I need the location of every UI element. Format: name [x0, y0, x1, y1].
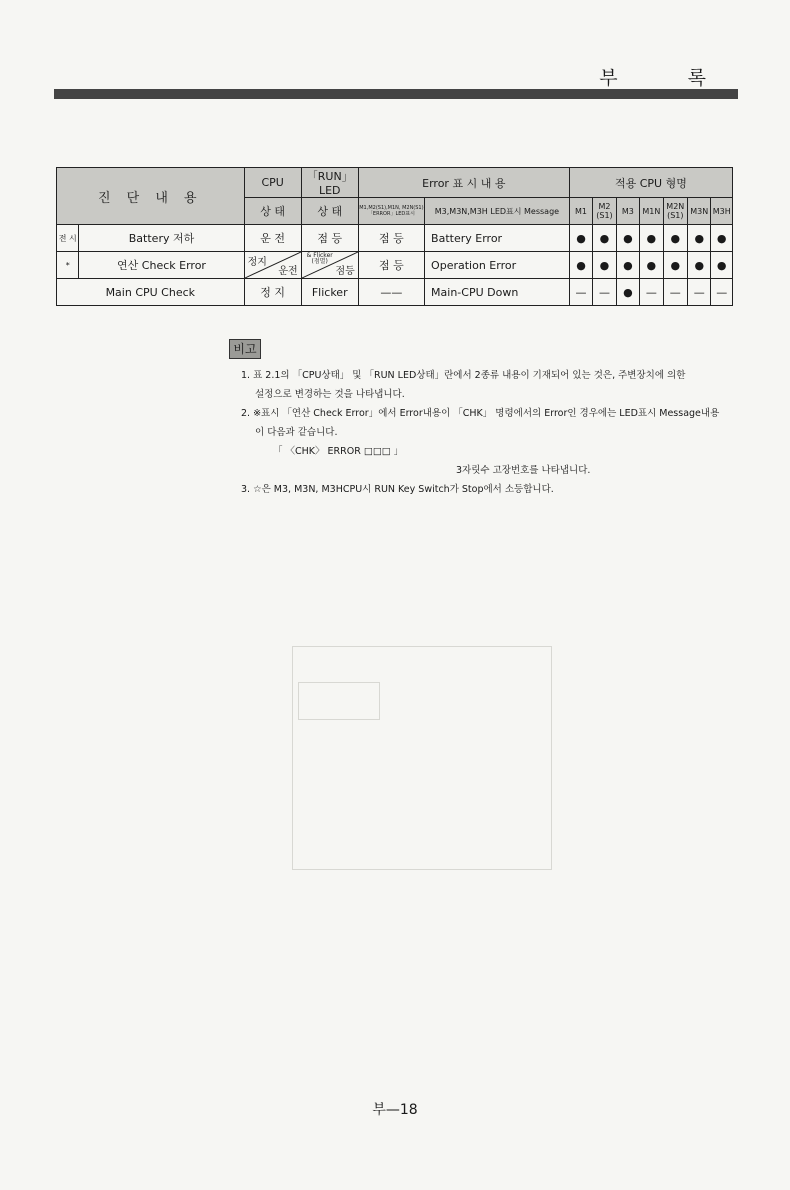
row-model-cell: — — [688, 279, 711, 306]
header-cpu: CPU — [244, 168, 301, 198]
header-run-state: 상 태 — [301, 198, 358, 225]
page-number: 부—18 — [372, 1102, 418, 1118]
row-marker: 전 시 — [57, 225, 79, 252]
note-2: 2. ※표시 「연산 Check Error」에서 Error내용이 「CHK」 명령에서의 Error인 경우에는 LED표시 Message내용 — [241, 408, 720, 419]
row-error-message: Operation Error — [425, 252, 570, 279]
row-error-led: 점 등 — [358, 225, 424, 252]
row-model-cell: ● — [711, 225, 733, 252]
row-cpu-state: 운 전 — [244, 225, 301, 252]
row-model-cell: ● — [640, 252, 663, 279]
header-error-message: M3,M3N,M3H LED표시 Message — [425, 198, 570, 225]
row-run-state: Flicker — [301, 279, 358, 306]
bleed-through-box — [292, 646, 552, 870]
row-diagnosis: Main CPU Check — [57, 279, 245, 306]
note-2-annotation: 3자릿수 고장번호를 나타냅니다. — [456, 465, 591, 476]
row-model-cell: ● — [688, 225, 711, 252]
note-1-cont: 설정으로 변경하는 것을 나타냅니다. — [255, 389, 405, 400]
row-model-cell: ● — [711, 252, 733, 279]
row-model-cell: ● — [616, 225, 639, 252]
model-m1: M1 — [569, 198, 592, 225]
row-model-cell: ● — [569, 225, 592, 252]
row-model-cell: ● — [616, 252, 639, 279]
header-run-led: 「RUN」LED — [301, 168, 358, 198]
model-m3h: M3H — [711, 198, 733, 225]
note-3: 3. ☆은 M3, M3N, M3HCPU시 RUN Key Switch가 Stop에서 소등합니다. — [241, 484, 554, 495]
row-error-led: —— — [358, 279, 424, 306]
header-error: Error 표 시 내 용 — [358, 168, 569, 198]
model-m2s1: M2 (S1) — [593, 198, 616, 225]
row-model-cell: ● — [663, 252, 687, 279]
model-m3n: M3N — [688, 198, 711, 225]
row-model-cell: ● — [663, 225, 687, 252]
note-1: 1. 표 2.1의 「CPU상태」 및 「RUN LED상태」란에서 2종류 내용이 기재되어 있는 것은, 주변장치에 의한 — [241, 370, 686, 381]
remark-label: 비고 — [229, 339, 261, 359]
row-model-cell: — — [569, 279, 592, 306]
run-state-b: 점등 — [335, 266, 355, 277]
row-error-message: Battery Error — [425, 225, 570, 252]
cpu-state-b: 운전 — [278, 266, 298, 277]
row-model-cell: ● — [593, 225, 616, 252]
table-row — [57, 225, 733, 252]
diagnosis-table — [56, 167, 733, 306]
row-model-cell: ● — [616, 279, 639, 306]
header-rule — [54, 89, 738, 99]
row-cpu-state: 정 지 — [244, 279, 301, 306]
row-run-state-split — [301, 252, 358, 279]
row-model-cell: ● — [593, 252, 616, 279]
page-header-title: 부 록 — [599, 67, 738, 89]
row-model-cell: — — [711, 279, 733, 306]
row-error-message: Main-CPU Down — [425, 279, 570, 306]
note-2-chk-format: 「 〈CHK〉 ERROR □□□ 」 — [273, 446, 404, 457]
header-diagnosis: 진 단 내 용 — [57, 168, 245, 225]
run-state-a: & Flicker (점멸) — [306, 252, 333, 265]
row-model-cell: ● — [569, 252, 592, 279]
model-m1n: M1N — [640, 198, 663, 225]
row-model-cell: ● — [640, 225, 663, 252]
bleed-through-box-small — [298, 682, 380, 720]
remark-notes — [241, 367, 751, 500]
row-model-cell: — — [640, 279, 663, 306]
header-error-led: M1,M2(S1),M1N, M2N(S1) 「ERROR」LED표시 — [358, 198, 424, 225]
model-m3: M3 — [616, 198, 639, 225]
row-cpu-state-split — [244, 252, 301, 279]
row-run-state: 점 등 — [301, 225, 358, 252]
row-model-cell: ● — [688, 252, 711, 279]
header-cpu-state: 상 태 — [244, 198, 301, 225]
row-model-cell: — — [593, 279, 616, 306]
note-2-cont: 이 다음과 같습니다. — [255, 427, 338, 438]
row-diagnosis: Battery 저하 — [79, 225, 244, 252]
cpu-state-a: 정지 — [247, 257, 267, 268]
model-m2ns1: M2N (S1) — [663, 198, 687, 225]
row-marker: * — [57, 252, 79, 279]
table-row — [57, 279, 733, 306]
header-applicable-cpu: 적용 CPU 형명 — [569, 168, 732, 198]
row-error-led: 점 등 — [358, 252, 424, 279]
row-model-cell: — — [663, 279, 687, 306]
table-row — [57, 252, 733, 279]
row-diagnosis: 연산 Check Error — [79, 252, 244, 279]
